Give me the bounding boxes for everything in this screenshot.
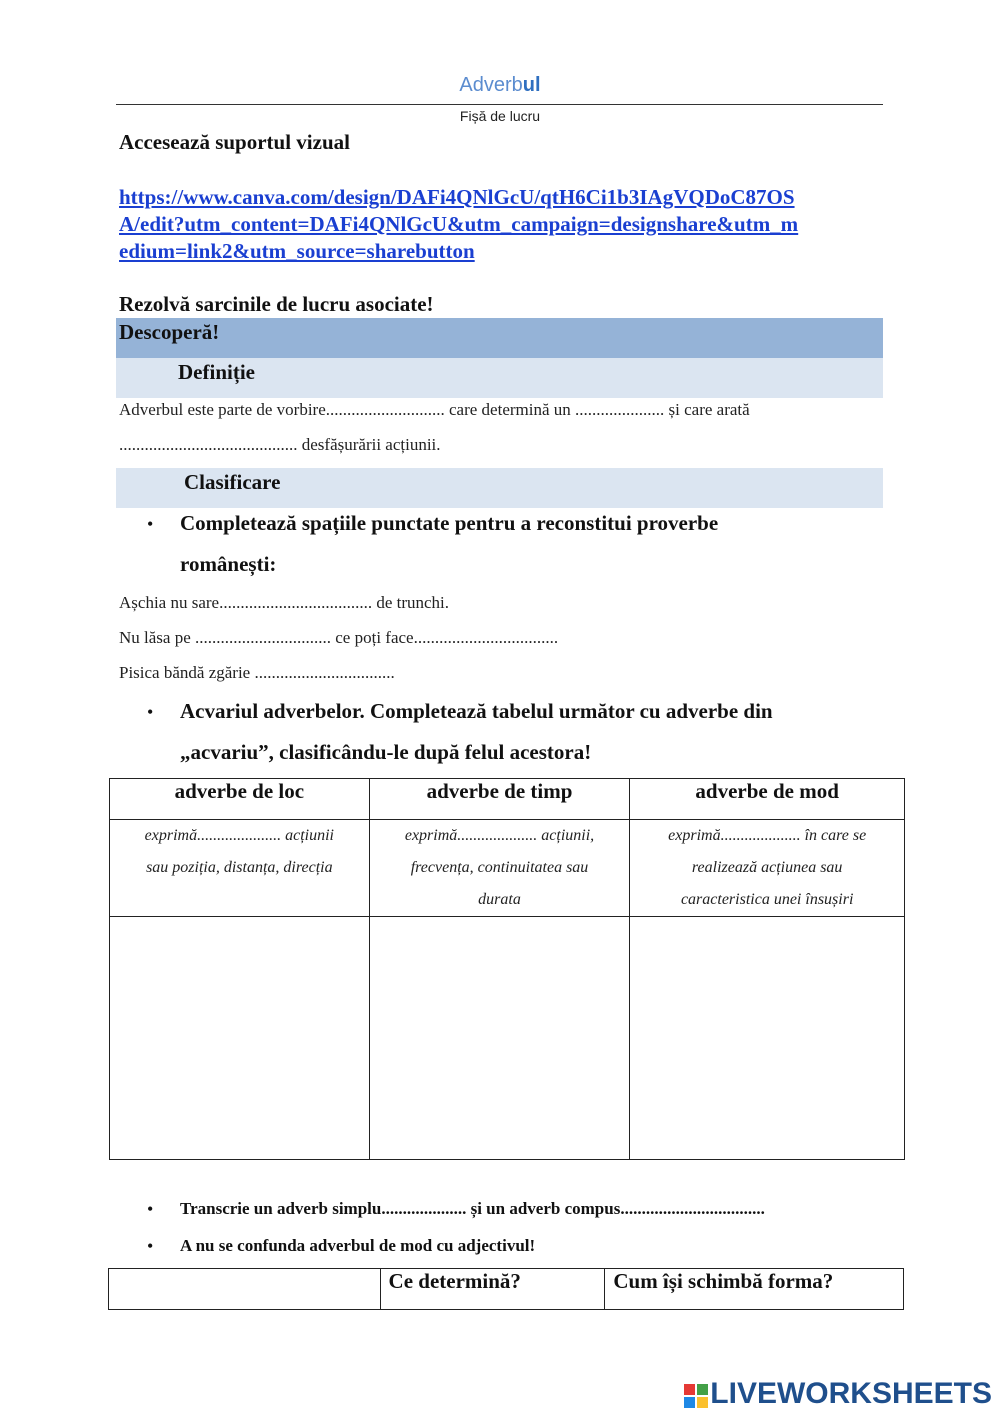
logo-icon [684, 1382, 708, 1406]
title-text-bold: ul [522, 74, 541, 96]
desc-line: durata [478, 891, 521, 908]
discover-band [116, 318, 883, 358]
desc-line: frecvența, continuitatea sau [410, 859, 589, 876]
title-text: Adverb [459, 74, 523, 96]
desc-line: sau poziția, distanța, direcția [146, 859, 333, 876]
bullet-dot: • [147, 1236, 154, 1256]
adverb-table [109, 778, 905, 1160]
answer-cell-mod[interactable] [630, 917, 905, 1160]
comparison-table [108, 1268, 904, 1310]
page-title [0, 74, 1000, 97]
link-line-2[interactable]: A/edit?utm_content=DAFi4QNlGcU&utm_campaign=designshare&utm_m [119, 212, 799, 236]
desc-line: exprimă.................... acțiunii, [404, 827, 595, 844]
proverbs-instruction-cont: românești: [180, 552, 277, 576]
proverb-line: Așchia nu sare.................................... de trunchi. [119, 593, 450, 612]
bullet-dot: • [147, 1199, 154, 1219]
proverb-line: Nu lăsa pe ................................ ce poți face.................................. [119, 628, 559, 647]
header-loc: adverbe de loc [110, 779, 370, 820]
bullet-dot: • [147, 702, 154, 722]
desc-line: exprimă..................... acțiunii [144, 827, 334, 844]
desc-timp [369, 820, 630, 917]
answer-cell-timp[interactable] [369, 917, 630, 1160]
classification-heading: Clasificare [184, 470, 281, 494]
proverb-line: Pisica băndă zgărie ................................. [119, 663, 395, 682]
aquarium-instruction: Acvariul adverbelor. Completează tabelul următor cu adverbe din [180, 699, 773, 723]
comparison-header-empty [109, 1269, 381, 1310]
desc-loc [110, 820, 370, 917]
link-line-1[interactable]: https://www.canva.com/design/DAFi4QNlGcU/qtH6Ci1b3IAgVQDoC87OS [119, 185, 795, 209]
comparison-header-form: Cum își schimbă forma? [605, 1269, 904, 1310]
header-mod: adverbe de mod [630, 779, 905, 820]
definition-line-2: .......................................... desfășurării acțiunii. [119, 435, 441, 454]
header-divider [116, 104, 883, 105]
page-subtitle: Fișă de lucru [459, 108, 541, 124]
link-line-3[interactable]: edium=link2&utm_source=sharebutton [119, 239, 475, 263]
classification-band [116, 468, 883, 508]
liveworksheets-logo [684, 1376, 992, 1411]
definition-band [116, 358, 883, 398]
desc-mod [630, 820, 905, 917]
tasks-label: Rezolvă sarcinile de lucru asociate! [119, 292, 434, 316]
discover-heading: Descoperă! [119, 320, 220, 344]
confusion-instruction: A nu se confunda adverbul de mod cu adjectivul! [180, 1236, 536, 1255]
proverbs-instruction: Completează spațiile punctate pentru a reconstitui proverbe [180, 511, 719, 535]
bullet-dot: • [147, 514, 154, 534]
comparison-header-determines: Ce determină? [380, 1269, 605, 1310]
definition-line-1: Adverbul este parte de vorbire............................ care determină un ..................... și care arată [119, 400, 750, 419]
desc-line: caracteristica unei însușiri [680, 891, 854, 908]
canva-link[interactable] [119, 184, 883, 265]
header-timp: adverbe de timp [369, 779, 630, 820]
logo-text: LIVEWORKSHEETS [710, 1377, 992, 1411]
access-label: Accesează suportul vizual [119, 130, 350, 154]
transcribe-instruction: Transcrie un adverb simplu.................... și un adverb compus.................................. [180, 1199, 765, 1218]
answer-cell-loc[interactable] [110, 917, 370, 1160]
definition-heading: Definiție [178, 360, 255, 384]
desc-line: exprimă.................... în care se [668, 827, 867, 844]
aquarium-instruction-cont: „acvariu”, clasificându-le după felul acestora! [180, 740, 592, 764]
desc-line: realizează acțiunea sau [691, 859, 843, 876]
